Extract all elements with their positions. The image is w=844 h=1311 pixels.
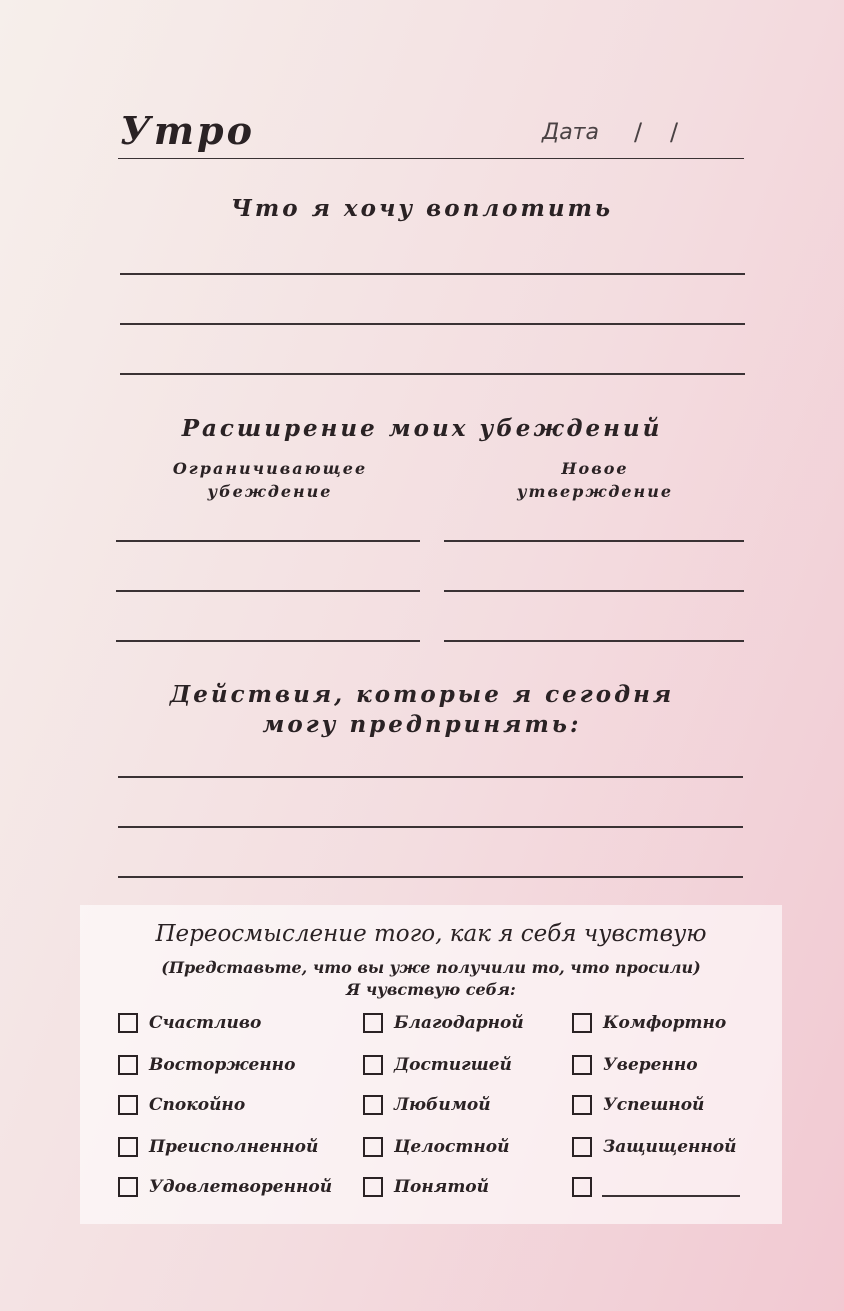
beliefs-heading: Расширение моих убеждений xyxy=(181,415,663,442)
limiting-belief-label xyxy=(150,457,390,503)
action-line[interactable] xyxy=(118,826,743,828)
feeling-option-label: Целостной xyxy=(394,1137,510,1157)
feeling-checkbox[interactable] xyxy=(572,1095,592,1115)
header-rule xyxy=(118,158,744,159)
new-affirmation-line[interactable] xyxy=(444,540,744,542)
new-affirmation-label xyxy=(475,457,715,503)
feeling-option-label: Понятой xyxy=(394,1177,490,1197)
feelings-panel xyxy=(80,905,782,1224)
actions-heading xyxy=(0,680,844,740)
feeling-option-label: Достигшей xyxy=(394,1055,512,1075)
date-label: Дата xyxy=(542,120,599,145)
feeling-checkbox[interactable] xyxy=(572,1177,592,1197)
feelings-subtitle: (Представьте, что вы уже получили то, что просили) xyxy=(161,958,701,977)
feeling-option-label: Уверенно xyxy=(603,1055,698,1075)
feelings-title: Переосмысление того, как я себя чувствую xyxy=(155,921,707,947)
limiting-belief-line[interactable] xyxy=(116,640,420,642)
limiting-belief-label-line: убеждение xyxy=(207,482,333,501)
feeling-option-label: Любимой xyxy=(394,1095,491,1115)
date-separator: / xyxy=(634,118,643,146)
limiting-belief-line[interactable] xyxy=(116,590,420,592)
feelings-prompt: Я чувствую себя: xyxy=(346,980,516,999)
feeling-checkbox[interactable] xyxy=(363,1013,383,1033)
feeling-checkbox[interactable] xyxy=(363,1055,383,1075)
feeling-checkbox[interactable] xyxy=(363,1137,383,1157)
actions-heading-line: могу предпринять: xyxy=(262,711,582,738)
intent-heading: Что я хочу воплотить xyxy=(230,195,614,222)
feeling-option-label: Спокойно xyxy=(149,1095,246,1115)
feeling-checkbox[interactable] xyxy=(572,1013,592,1033)
actions-heading-line: Действия, которые я сегодня xyxy=(169,681,675,708)
new-affirmation-label-line: Новое xyxy=(561,459,629,478)
new-affirmation-line[interactable] xyxy=(444,590,744,592)
intent-line[interactable] xyxy=(120,273,745,275)
feeling-option-label: Счастливо xyxy=(149,1013,262,1033)
feeling-checkbox[interactable] xyxy=(363,1177,383,1197)
new-affirmation-line[interactable] xyxy=(444,640,744,642)
feeling-option-label: Преисполненной xyxy=(149,1137,319,1157)
action-line[interactable] xyxy=(118,776,743,778)
feeling-option-label: Защищенной xyxy=(603,1137,737,1157)
feeling-checkbox[interactable] xyxy=(118,1013,138,1033)
feeling-checkbox[interactable] xyxy=(118,1137,138,1157)
feeling-checkbox[interactable] xyxy=(572,1137,592,1157)
feeling-checkbox[interactable] xyxy=(363,1095,383,1115)
feeling-option-label: Восторженно xyxy=(149,1055,296,1075)
feeling-checkbox[interactable] xyxy=(118,1095,138,1115)
page-title: Утро xyxy=(120,108,255,153)
limiting-belief-label-line: Ограничивающее xyxy=(172,459,368,478)
feeling-option-label: Удовлетворенной xyxy=(149,1177,333,1197)
intent-line[interactable] xyxy=(120,323,745,325)
feeling-checkbox[interactable] xyxy=(572,1055,592,1075)
feeling-option-label: Благодарной xyxy=(394,1013,524,1033)
date-separator: / xyxy=(670,118,679,146)
action-line[interactable] xyxy=(118,876,743,878)
new-affirmation-label-line: утверждение xyxy=(516,482,674,501)
feeling-checkbox[interactable] xyxy=(118,1055,138,1075)
intent-line[interactable] xyxy=(120,373,745,375)
feeling-checkbox[interactable] xyxy=(118,1177,138,1197)
feeling-option-label: Успешной xyxy=(603,1095,705,1115)
limiting-belief-line[interactable] xyxy=(116,540,420,542)
feeling-option-label: Комфортно xyxy=(603,1013,727,1033)
custom-feeling-line[interactable] xyxy=(602,1195,740,1197)
